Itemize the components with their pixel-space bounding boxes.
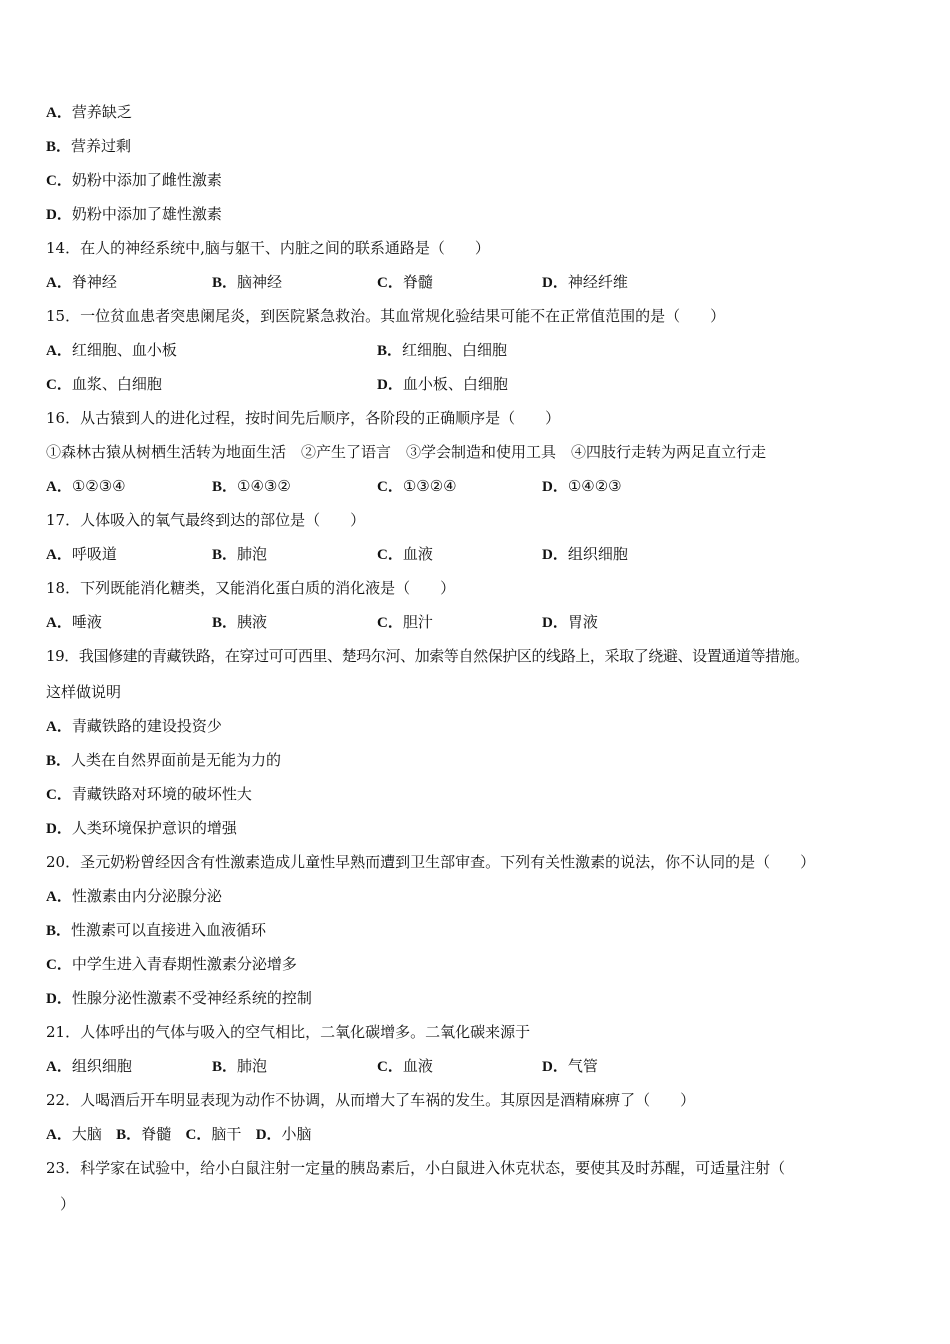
q15-option-b: B．红细胞、白细胞 xyxy=(377,341,508,359)
q21-option-a: A．组织细胞 xyxy=(46,1057,132,1075)
q17-option-c: C．血液 xyxy=(377,545,433,563)
q19-option-c: C．青藏铁路对环境的破坏性大 xyxy=(46,785,252,803)
q18-option-c: C．胆汁 xyxy=(377,613,433,631)
q13-option-c: C．奶粉中添加了雌性激素 xyxy=(46,171,222,189)
q18-option-b: B．胰液 xyxy=(212,613,268,631)
q17-option-a: A．呼吸道 xyxy=(46,545,117,563)
q17-option-b: B．肺泡 xyxy=(212,545,268,563)
q14-stem: 14．在人的神经系统中,脑与躯干、内脏之间的联系通路是（ ） xyxy=(46,239,490,257)
q16-option-b: B．①④③② xyxy=(212,477,291,495)
q22-stem: 22．人喝酒后开车明显表现为动作不协调，从而增大了车祸的发生。其原因是酒精麻痹了（ ） xyxy=(46,1091,696,1109)
q20-option-c: C．中学生进入青春期性激素分泌增多 xyxy=(46,955,297,973)
q19-stem: 19．我国修建的青藏铁路，在穿过可可西里、楚玛尔河、加索等自然保护区的线路上，采取了绕避、设置通道等措施。 xyxy=(46,647,809,665)
q16-option-a: A．①②③④ xyxy=(46,477,126,495)
q16-items: ①森林古猿从树栖生活转为地面生活 ②产生了语言 ③学会制造和使用工具 ④四肢行走转为两足直立行走 xyxy=(46,443,767,461)
q16-option-c: C．①③②④ xyxy=(377,477,457,495)
q22-options: A．大脑 B．脊髓 C．脑干 D．小脑 xyxy=(46,1125,312,1143)
q14-option-c: C．脊髓 xyxy=(377,273,433,291)
q16-option-d: D．①④②③ xyxy=(542,477,622,495)
q14-option-a: A．脊神经 xyxy=(46,273,117,291)
q18-option-a: A．唾液 xyxy=(46,613,102,631)
q23-stem-cont: ） xyxy=(60,1195,76,1213)
q14-option-d: D．神经纤维 xyxy=(542,273,628,291)
q13-option-a: A．营养缺乏 xyxy=(46,103,132,121)
q15-option-d: D．血小板、白细胞 xyxy=(377,375,508,393)
q20-option-d: D．性腺分泌性激素不受神经系统的控制 xyxy=(46,989,312,1007)
q13-option-d: D．奶粉中添加了雄性激素 xyxy=(46,205,222,223)
q19-option-d: D．人类环境保护意识的增强 xyxy=(46,819,237,837)
q15-option-a: A．红细胞、血小板 xyxy=(46,341,177,359)
q19-option-a: A．青藏铁路的建设投资少 xyxy=(46,717,222,735)
q17-option-d: D．组织细胞 xyxy=(542,545,628,563)
q13-option-b: B．营养过剩 xyxy=(46,137,132,155)
q20-stem: 20．圣元奶粉曾经因含有性激素造成儿童性早熟而遭到卫生部审查。下列有关性激素的说法，你不认同的是（ ） xyxy=(46,853,816,871)
q20-option-b: B．性激素可以直接进入血液循环 xyxy=(46,921,267,939)
q18-option-d: D．胃液 xyxy=(542,613,598,631)
q21-option-d: D．气管 xyxy=(542,1057,598,1075)
q21-option-c: C．血液 xyxy=(377,1057,433,1075)
q21-stem: 21．人体呼出的气体与吸入的空气相比，二氧化碳增多。二氧化碳来源于 xyxy=(46,1023,531,1041)
q19-stem-cont: 这样做说明 xyxy=(46,683,122,701)
q16-stem: 16．从古猿到人的进化过程，按时间先后顺序，各阶段的正确顺序是（ ） xyxy=(46,409,561,427)
q15-stem: 15．一位贫血患者突患阑尾炎，到医院紧急救治。其血常规化验结果可能不在正常值范围的是（ ） xyxy=(46,307,726,325)
q17-stem: 17．人体吸入的氧气最终到达的部位是（ ） xyxy=(46,511,366,529)
q15-option-c: C．血浆、白细胞 xyxy=(46,375,162,393)
q21-option-b: B．肺泡 xyxy=(212,1057,268,1075)
q20-option-a: A．性激素由内分泌腺分泌 xyxy=(46,887,222,905)
q14-option-b: B．脑神经 xyxy=(212,273,283,291)
q23-stem: 23．科学家在试验中，给小白鼠注射一定量的胰岛素后，小白鼠进入休克状态，要使其及时苏醒，可适量注射（ xyxy=(46,1159,786,1177)
q19-option-b: B．人类在自然界面前是无能为力的 xyxy=(46,751,282,769)
q18-stem: 18．下列既能消化糖类，又能消化蛋白质的消化液是（ ） xyxy=(46,579,456,597)
